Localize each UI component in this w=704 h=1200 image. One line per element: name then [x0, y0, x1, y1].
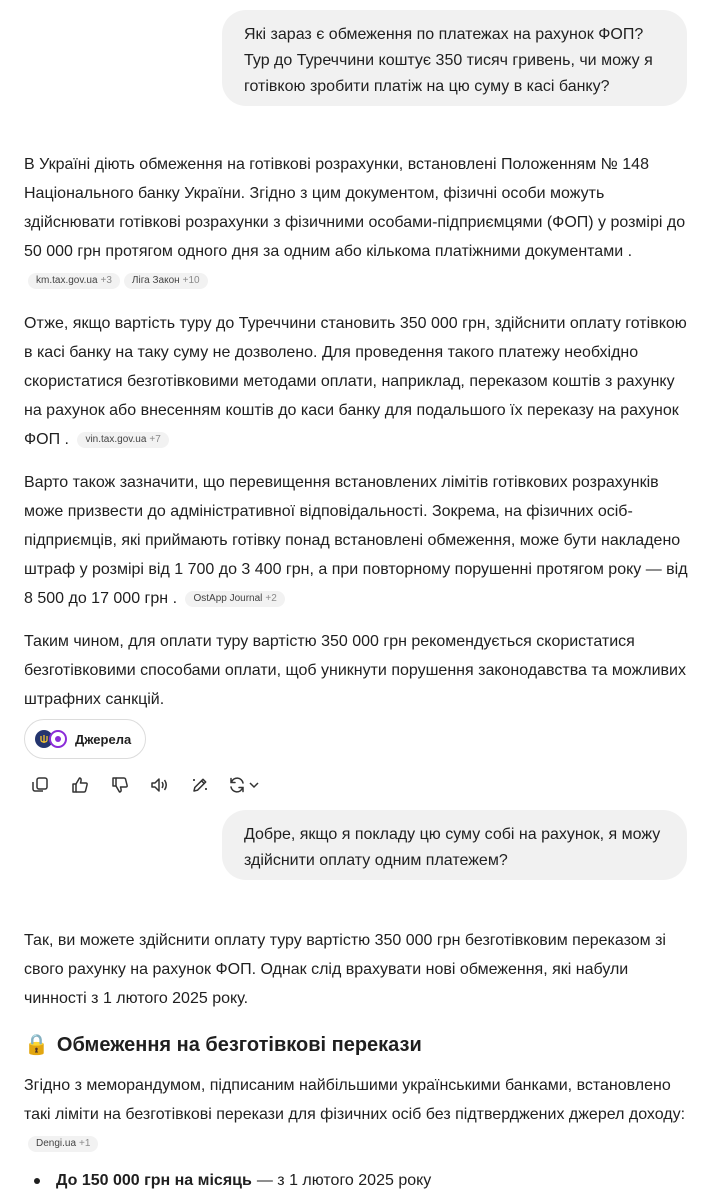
assistant-message-continued: [24, 1071, 688, 1158]
answer-paragraph: [24, 150, 688, 295]
regenerate-button[interactable]: [220, 770, 268, 800]
answer-paragraph: [24, 309, 688, 454]
thumbs-up-icon: [71, 776, 89, 794]
answer-paragraph: [24, 1071, 688, 1158]
assistant-message: [24, 150, 688, 714]
source-chip-label: km.tax.gov.ua: [36, 275, 98, 286]
like-button[interactable]: [60, 770, 100, 800]
user-message: [222, 810, 687, 880]
user-message-text: Добре, якщо я покладу цю суму собі на рахунок, я можу здійснити оплату одним платежем?: [244, 826, 661, 869]
source-chip-label: vin.tax.gov.ua: [85, 434, 147, 445]
chevron-down-icon: [248, 779, 260, 791]
answer-paragraph: [24, 468, 688, 613]
paragraph-text: Отже, якщо вартість туру до Туреччини становить 350 000 грн, здійснити оплату готівкою в касі банку на таку суму не дозволено. Для проведення такого платежу необхідно скористатися безготівковими методами оплати, наприклад, переказом коштів з рахунку на рахунок або внесенням коштів до каси банку для подальшого їх переказу на рахунок ФОП .: [24, 315, 687, 448]
lock-icon: 🔒: [24, 1034, 49, 1056]
paragraph-text: Згідно з меморандумом, підписаним найбільшими українськими банками, встановлено такі ліміти на безготівкові перекази для фізичних осіб без підтверджених джерел доходу:: [24, 1077, 686, 1123]
edit-button[interactable]: [180, 770, 220, 800]
paragraph-text: Варто також зазначити, що перевищення встановлених лімітів готівкових розрахунків може призвести до адміністративної відповідальності. Зокрема, на фізичних осіб-підприємців, які приймають готівку понад встановлені обмеження, може бути накладено штраф у розмірі від 1 700 до 3 400 грн, а при повторному порушенні протягом року — від 8 500 до 17 000 грн .: [24, 474, 688, 607]
paragraph-text: В Україні діють обмеження на готівкові розрахунки, встановлені Положенням № 148 Національного банку України. Згідно з цим документом, фізичні особи можуть здійснювати готівкові розрахунки з фізичними особами-підприємцями (ФОП) у розмірі до 50 000 грн протягом одного дня за одним або кількома платіжними документами .: [24, 156, 686, 260]
source-chip[interactable]: [28, 273, 120, 289]
user-message-text: Які зараз є обмеження по платежах на рахунок ФОП? Тур до Туреччини коштує 350 тисяч гривень, чи можу я готівкою зробити платіж на цю суму в касі банку?: [244, 26, 653, 95]
source-chip[interactable]: [124, 273, 208, 289]
section-heading-text: Обмеження на безготівкові перекази: [56, 1034, 422, 1056]
source-logo-icon: [49, 730, 67, 748]
bullet-dot: [34, 1178, 40, 1184]
list-item: [34, 1168, 431, 1194]
edit-icon: [191, 776, 209, 794]
source-chip-label: Dengi.ua: [36, 1138, 77, 1149]
answer-paragraph: [24, 627, 688, 714]
source-chip-label: Ліга Закон: [131, 275, 180, 286]
user-message: [222, 10, 687, 106]
source-logos: [35, 730, 67, 748]
regenerate-icon: [228, 776, 246, 794]
source-chip-count: +1: [79, 1138, 91, 1149]
copy-button[interactable]: [20, 770, 60, 800]
source-chip-count: +10: [182, 275, 200, 286]
source-chip[interactable]: [77, 432, 168, 448]
message-actions: [20, 770, 268, 800]
paragraph-text: Таким чином, для оплати туру вартістю 350 000 грн рекомендується скористатися безготівковими способами оплати, щоб уникнути порушення законодавства та можливих штрафних санкцій.: [24, 633, 686, 708]
copy-icon: [31, 776, 49, 794]
read-aloud-button[interactable]: [140, 770, 180, 800]
sources-button[interactable]: [24, 719, 146, 759]
assistant-message: [24, 926, 688, 1013]
source-chip-count: +2: [265, 593, 277, 604]
source-chip-label: OstApp Journal: [193, 593, 263, 604]
list-item-bold: До 150 000 грн на місяць: [56, 1172, 252, 1189]
source-chip[interactable]: [28, 1136, 98, 1152]
answer-paragraph: Так, ви можете здійснити оплату туру вартістю 350 000 грн безготівковим переказом зі свого рахунку на рахунок ФОП. Однак слід врахувати нові обмеження, які набули чинності з 1 лютого 2025 року.: [24, 932, 666, 1007]
speaker-icon: [150, 776, 170, 794]
source-chip-count: +7: [149, 434, 161, 445]
dislike-button[interactable]: [100, 770, 140, 800]
thumbs-down-icon: [111, 776, 129, 794]
source-chip-count: +3: [100, 275, 112, 286]
list-item-text: — з 1 лютого 2025 року: [256, 1172, 432, 1189]
section-heading: [24, 1030, 422, 1060]
source-chip[interactable]: [185, 591, 284, 607]
sources-label: Джерела: [75, 731, 132, 747]
